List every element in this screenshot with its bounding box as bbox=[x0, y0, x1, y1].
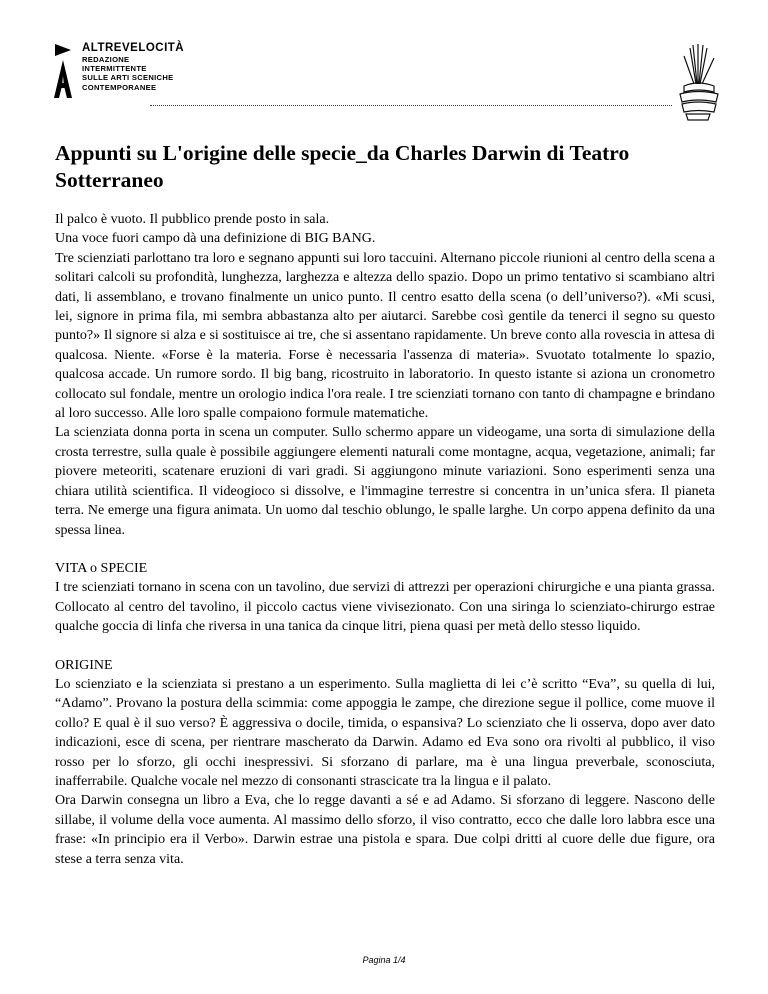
page-number: Pagina 1/4 bbox=[362, 955, 406, 965]
body-line: Il palco è vuoto. Il pubblico prende posto in sala. bbox=[55, 212, 330, 227]
body-paragraph: La scienziata donna porta in scena un computer. Sullo schermo appare un videogame, una sorta di simulazione della crosta terrestre, sulla quale è possibile aggiungere elementi naturali come montagne, acqua, vegetazione, animali; far piovere meteoriti, scatenare eruzioni di vari gradi. Si aggiungono minute variazioni. Sono esperimenti senza una chiara utilità scientifica. Il videogioco si dissolve, e l'immagine terrestre si concentra in un’unica sfera. Il pianeta terra. Ne emerge una figura animata. Un uomo dal teschio oblungo, le spalle larghe. Un corpo appena definito da una spessa linea. bbox=[55, 425, 715, 538]
body-paragraph: Lo scienziato e la scienziata si prestano a un esperimento. Sulla maglietta di lei c’è scritto “Eva”, su quella di lui, “Adamo”. Provano la postura della scimmia: come appoggia le zampe, che direzione segue il pollice, come muove il collo? E qual è il suo verso? È aggressiva o docile, timida, o espansiva? Lo scienziato che li osserva, dopo aver dato indicazioni, esce di scena, per rientrare mascherato da Darwin. Adamo ed Eva sono ora rivolti al pubblico, il viso rosso per lo sforzo, gli occhi inespressivi. Si sforzano di parlare, ma è una lingua preverbale, sconosciuta, inafferrabile. Qualche vocale nel mezzo di consonanti strascicate tra la lingua e il palato. bbox=[55, 676, 715, 789]
header-divider bbox=[150, 105, 672, 106]
brand-name: ALTREVELOCITÀ bbox=[82, 42, 185, 54]
document-body bbox=[55, 210, 715, 869]
tagline-line: REDAZIONE bbox=[82, 55, 130, 64]
tagline-line: INTERMITTENTE bbox=[82, 64, 147, 74]
body-line: Una voce fuori campo dà una definizione di BIG BANG. bbox=[55, 231, 376, 247]
books-sketch-icon bbox=[674, 42, 722, 122]
section-heading: VITA o SPECIE bbox=[55, 560, 148, 576]
section-heading: ORIGINE bbox=[55, 657, 113, 673]
altrevelocita-logo-icon bbox=[52, 42, 74, 100]
body-paragraph: I tre scienziati tornano in scena con un tavolino, due servizi di attrezzi per operazioni chirurgiche e una pianta grassa. Collocato al centro del tavolino, il piccolo cactus viene vivisezionato. Con una siringa lo scienziato-chirurgo estrae qualche goccia di linfa che riversa in una tanica da cinque litri, piena quasi per metà dello stesso liquido. bbox=[55, 580, 715, 635]
body-paragraph: Ora Darwin consegna un libro a Eva, che lo regge davanti a sé e ad Adamo. Si sforzano di leggere. Nascono delle sillabe, il volume della voce aumenta. Al massimo dello sforzo, il viso contratto, ecco che dalle loro labbra esce una frase: «In principio era il Verbo». Darwin estrae una pistola e spara. Due colpi dritti al cuore delle due figure, ora stese a terra senza vita. bbox=[55, 793, 715, 867]
page-header bbox=[52, 42, 732, 122]
logo-text bbox=[82, 42, 184, 92]
tagline-line: SULLE ARTI SCENICHE bbox=[82, 73, 174, 83]
document-title: Appunti su L'origine delle specie_da Charles Darwin di Teatro Sotterraneo bbox=[55, 141, 630, 192]
tagline-line: CONTEMPORANEE bbox=[82, 82, 157, 92]
body-paragraph: Tre scienziati parlottano tra loro e segnano appunti sui loro taccuini. Alternano piccole riunioni al centro della scena a solitari calcoli su profondità, lunghezza, larghezza e altezza dello spazio. Dopo un primo tentativo si scambiano altri dati, li assemblano, e trovano finalmente un unico punto. Il centro esatto della scena (o dell’universo?). «Mi scusi, lei, signore in prima fila, mi sembra abbastanza alto per aiutarci. Sarebbe così gentile da tenerci il segno su questo punto?» Il signore si alza e si sostituisce ai tre, che si assentano rapidamente. Un breve conto alla rovescia in attesa di qualcosa. Niente. «Forse è la materia. Forse è necessaria l'assenza di materia». Svuotato totalmente lo spazio, qualcosa accade. Un rumore sordo. Il big bang, ricostruito in laboratorio. In questo istante si aziona un cronometro collocato sul fondale, mentre un orologio indica l'ora reale. I tre scienziati tornano con tanto di champagne e brindano al loro successo. Alle loro spalle compaiono formule matematiche. bbox=[55, 250, 715, 422]
